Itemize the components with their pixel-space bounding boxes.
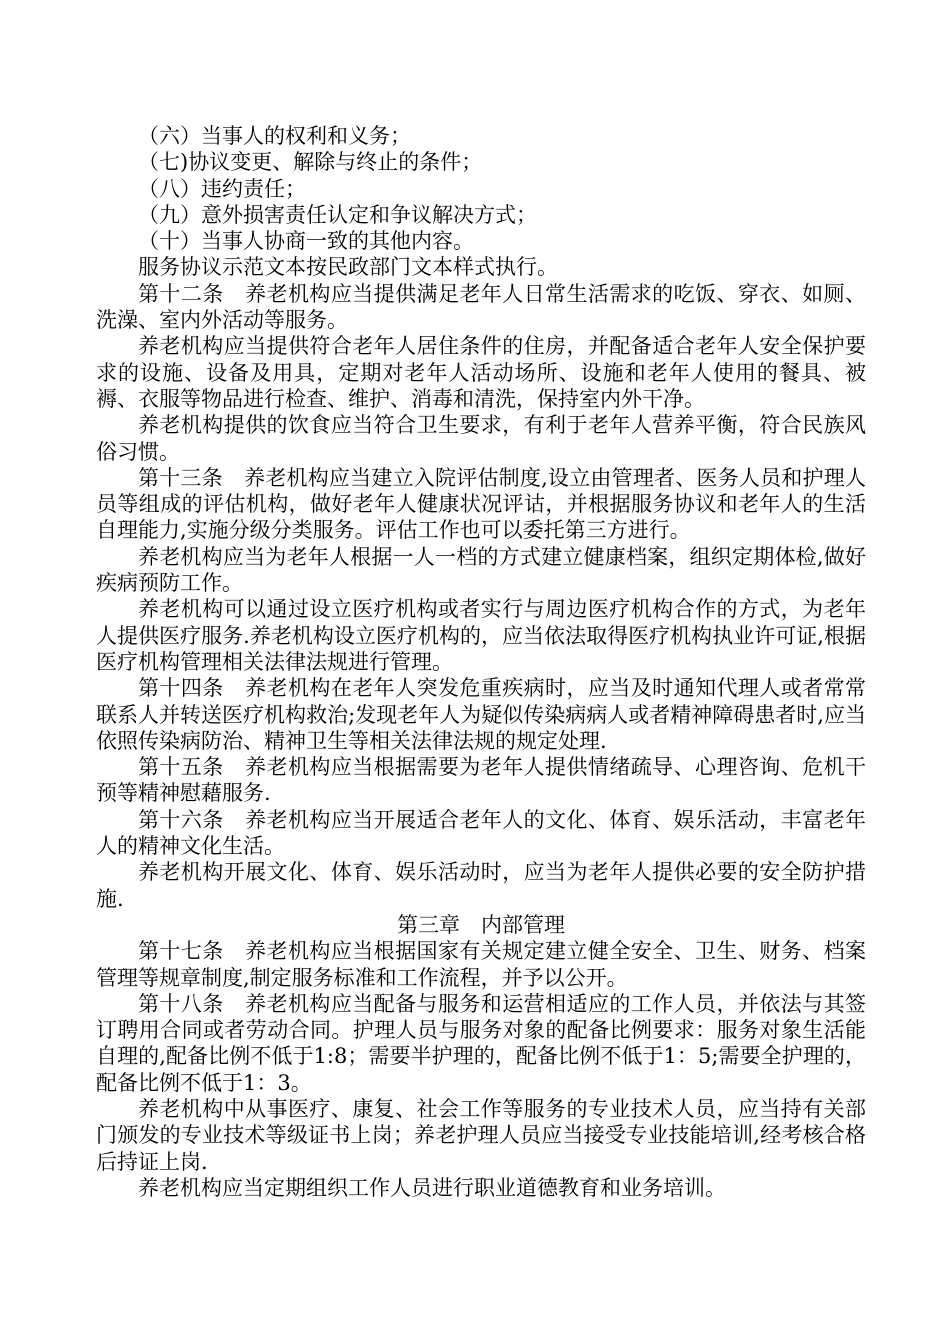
paragraph: 养老机构应当定期组织工作人员进行职业道德教育和业务培训。 [138,1175,726,1200]
article-12: 第十二条 养老机构应当提供满足老年人日常生活需求的吃饭、穿衣、如厕、洗澡、室内外活动等服务。 [96,281,866,333]
chapter-title: 第三章 内部管理 [397,912,565,937]
article-16: 第十六条 养老机构应当开展适合老年人的文化、体育、娱乐活动，丰富老年人的精神文化生活。 [96,807,866,859]
document-page [96,123,866,1201]
paragraph: （六）当事人的权利和义务； [138,124,411,148]
article-15: 第十五条 养老机构应当根据需要为老年人提供情绪疏导、心理咨询、危机干预等精神慰藉服务. [96,755,866,806]
article-17: 第十七条 养老机构应当根据国家有关规定建立健全安全、卫生、财务、档案管理等规章制度,制定服务标准和工作流程，并予以公开。 [96,939,866,990]
paragraph: （八）违约责任； [138,176,306,201]
paragraph: 养老机构提供的饮食应当符合卫生要求，有利于老年人营养平衡，符合民族风俗习惯。 [96,413,866,464]
paragraph: 养老机构应当为老年人根据一人一档的方式建立健康档案，组织定期体检,做好疾病预防工作。 [96,544,866,596]
paragraph: （十）当事人协商一致的其他内容。 [138,229,474,254]
paragraph: （九）意外损害责任认定和争议解决方式； [138,202,537,227]
paragraph: 养老机构中从事医疗、康复、社会工作等服务的专业技术人员，应当持有关部门颁发的专业技术等级证书上岗；养老护理人员应当接受专业技能培训,经考核合格后持证上岗. [96,1096,866,1174]
article-13: 第十三条 养老机构应当建立入院评估制度,设立由管理者、医务人员和护理人员等组成的评估机构，做好老年人健康状况评诂，并根据服务协议和老年人的生活自理能力,实施分级分类服务。评估工作也可以委托第三方进行。 [96,465,866,543]
paragraph: 服务协议示范文本按民政部门文本样式执行。 [138,255,558,280]
paragraph: 养老机构可以通过设立医疗机构或者实行与周边医疗机构合作的方式，为老年人提供医疗服务.养老机构设立医疗机构的，应当依法取得医疗机构执业许可证,根据医疗机构管理相关法律法规进行管理。 [96,597,866,674]
paragraph: （七)协议变更、解除与终止的条件； [138,150,483,175]
paragraph: 养老机构应当提供符合老年人居住条件的住房，并配备适合老年人安全保护要求的设施、设备及用具，定期对老年人活动场所、设施和老年人使用的餐具、被褥、衣服等物品进行检查、维护、消毒和清洗，保持室内外干净。 [96,334,866,411]
paragraph: 养老机构开展文化、体育、娱乐活动时，应当为老年人提供必要的安全防护措施. [96,860,866,911]
article-14: 第十四条 养老机构在老年人突发危重疾病时，应当及时通知代理人或者常常联系人并转送医疗机构救治;发现老年人为疑似传染病病人或者精神障碍患者时,应当依照传染病防治、精神卫生等相关法律法规的规定处理. [96,676,866,753]
article-18: 第十八条 养老机构应当配备与服务和运营相适应的工作人员，并依法与其签订聘用合同或者劳动合同。护理人员与服务对象的配备比例要求：服务对象生活能自理的,配备比例不低于1:8；需要半护理的，配备比例不低于1：5;需要全护理的，配备比例不低于1：3。 [96,991,866,1095]
